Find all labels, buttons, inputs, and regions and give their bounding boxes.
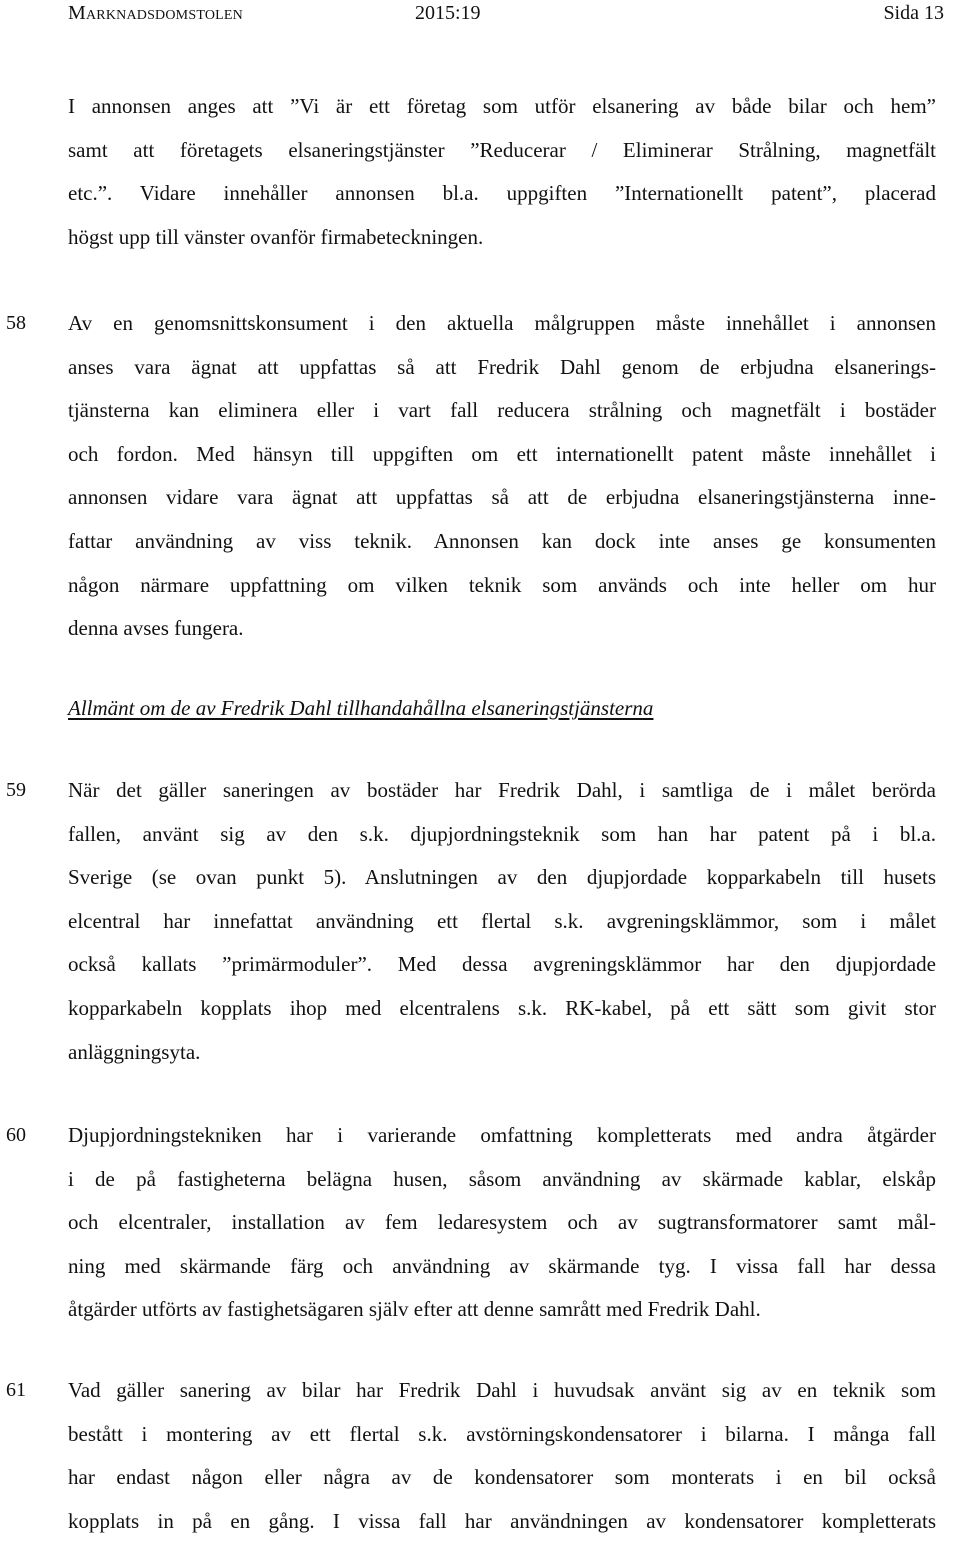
case-number: 2015:19 xyxy=(415,2,481,24)
text-line: Vad gäller sanering av bilar har Fredrik Dahl i huvudsak använt sig av en teknik som xyxy=(68,1378,936,1402)
text-line: anläggningsyta. xyxy=(68,1039,201,1064)
text-line: fallen, använt sig av den s.k. djupjordningsteknik som han har patent på i bl.a. xyxy=(68,821,936,846)
page-header xyxy=(68,0,944,26)
paragraph-58 xyxy=(68,302,936,651)
court-name: Marknadsdomstolen xyxy=(68,2,243,24)
text-line: tjänsterna kan eliminera eller i vart fall reducera strålning och magnetfält i bostäder xyxy=(68,398,936,423)
text-line: högst upp till vänster ovanför firmabeteckningen. xyxy=(68,224,484,249)
text-line: Djupjordningstekniken har i varierande omfattning kompletterats med andra åtgärder xyxy=(68,1123,936,1147)
paragraph-60 xyxy=(68,1114,936,1332)
page-number: Sida 13 xyxy=(883,2,944,24)
text-line: denna avses fungera. xyxy=(68,616,244,641)
text-line: bestått i montering av ett flertal s.k. avstörningskondensatorer i bilarna. I många fall xyxy=(68,1421,936,1446)
paragraph-59 xyxy=(68,769,936,1074)
paragraph-number: 58 xyxy=(6,312,26,334)
text-line: annonsen vidare vara ägnat att uppfattas så att de erbjudna elsaneringstjänsterna inne- xyxy=(68,485,936,510)
text-line: kopplats in på en gång. I vissa fall har användningen av kondensatorer kompletterats xyxy=(68,1508,936,1533)
text-line: I annonsen anges att ”Vi är ett företag som utför elsanering av både bilar och hem” xyxy=(68,94,936,118)
text-line: och fordon. Med hänsyn till uppgiften om ett internationellt patent måste innehållet i xyxy=(68,441,936,466)
text-line: också kallats ”primärmoduler”. Med dessa avgreningsklämmor har den djupjordade xyxy=(68,952,936,977)
text-line: etc.”. Vidare innehåller annonsen bl.a. uppgiften ”Internationellt patent”, placerad xyxy=(68,181,936,206)
text-line: någon närmare uppfattning om vilken teknik som används och inte heller om hur xyxy=(68,572,936,597)
text-line: anses vara ägnat att uppfattas så att Fredrik Dahl genom de erbjudna elsanerings- xyxy=(68,354,936,379)
text-line: Sverige (se ovan punkt 5). Anslutningen av den djupjordade kopparkabeln till husets xyxy=(68,865,936,890)
text-line: fattar användning av viss teknik. Annonsen kan dock inte anses ge konsumenten xyxy=(68,528,936,553)
text-line: kopparkabeln kopplats ihop med elcentralens s.k. RK-kabel, på ett sätt som givit stor xyxy=(68,995,936,1020)
paragraph-number: 59 xyxy=(6,779,26,801)
paragraph-number: 60 xyxy=(6,1124,26,1146)
paragraph-61 xyxy=(68,1369,936,1543)
text-line: samt att företagets elsaneringstjänster ”Reducerar / Eliminerar Strålning, magnetfält xyxy=(68,137,936,162)
text-line: Av en genomsnittskonsument i den aktuella målgruppen måste innehållet i annonsen xyxy=(68,311,936,335)
text-line: ning med skärmande färg och användning av skärmande tyg. I vissa fall har dessa xyxy=(68,1253,936,1278)
intro-paragraph xyxy=(68,85,936,259)
paragraph-number: 61 xyxy=(6,1379,26,1401)
text-line: åtgärder utförts av fastighetsägaren själv efter att denne samrått med Fredrik Dahl. xyxy=(68,1297,761,1322)
text-line: När det gäller saneringen av bostäder har Fredrik Dahl, i samtliga de i målet berörda xyxy=(68,778,936,802)
text-line: har endast någon eller några av de kondensatorer som monterats i en bil också xyxy=(68,1465,936,1490)
text-line: och elcentraler, installation av fem ledaresystem och av sugtransformatorer samt mål- xyxy=(68,1210,936,1235)
section-heading: Allmänt om de av Fredrik Dahl tillhandahållna elsaneringstjänsterna xyxy=(68,696,654,720)
text-line: elcentral har innefattat användning ett flertal s.k. avgreningsklämmor, som i målet xyxy=(68,908,936,933)
text-line: i de på fastigheterna belägna husen, såsom användning av skärmade kablar, elskåp xyxy=(68,1166,936,1191)
